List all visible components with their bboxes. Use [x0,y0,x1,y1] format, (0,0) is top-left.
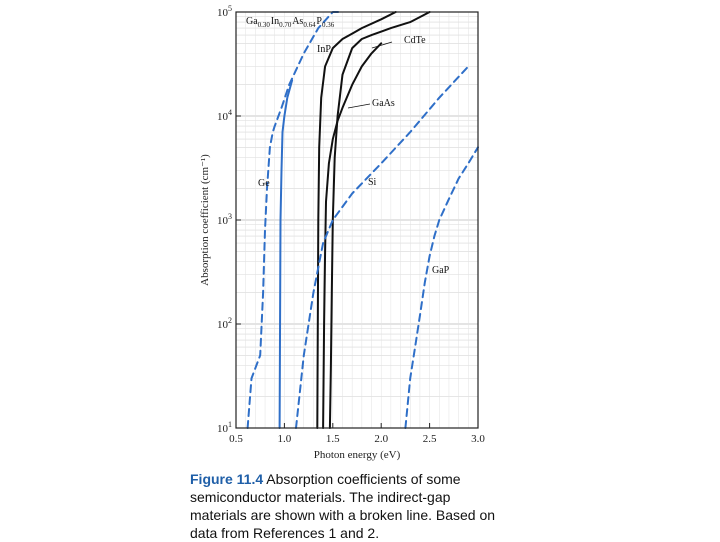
y-tick-label: $10^1$ [217,420,232,435]
x-tick-label: 2.5 [422,433,437,445]
x-tick-label: 2.0 [374,433,389,445]
caption-text: Absorption coefficients of some semiconductor materials. The indirect-gap materials are shown with a broken line. Based on data from References 1 and 2. [190,471,496,541]
x-tick-label: 3.0 [471,433,485,445]
series-label: CdTe [404,35,426,46]
y-tick-label: $10^4$ [217,108,232,123]
series-label: Si [368,177,377,188]
y-axis-label: Absorption coefficient (cm⁻¹) [199,154,211,286]
x-axis-label: Photon energy (eV) [313,449,401,461]
figure-caption [190,470,510,542]
x-tick-label: 1.0 [277,433,292,445]
y-tick-label: $10^3$ [217,212,232,227]
y-tick-label: $10^5$ [217,4,232,19]
figure-label: Figure 11.4 [190,471,264,487]
series-label: InP [317,44,331,55]
series-label: Ge [258,178,270,189]
y-tick-label: $10^2$ [217,316,232,331]
series-label: GaAs [372,98,395,109]
x-tick-label: 0.5 [229,433,243,445]
x-tick-label: 1.5 [325,433,340,445]
series-label: GaP [432,265,450,276]
series-label: $Ga_{0.30}$ $In_{0.70}$ $As_{0.64}$ $P_{0.36}$ [246,16,335,29]
